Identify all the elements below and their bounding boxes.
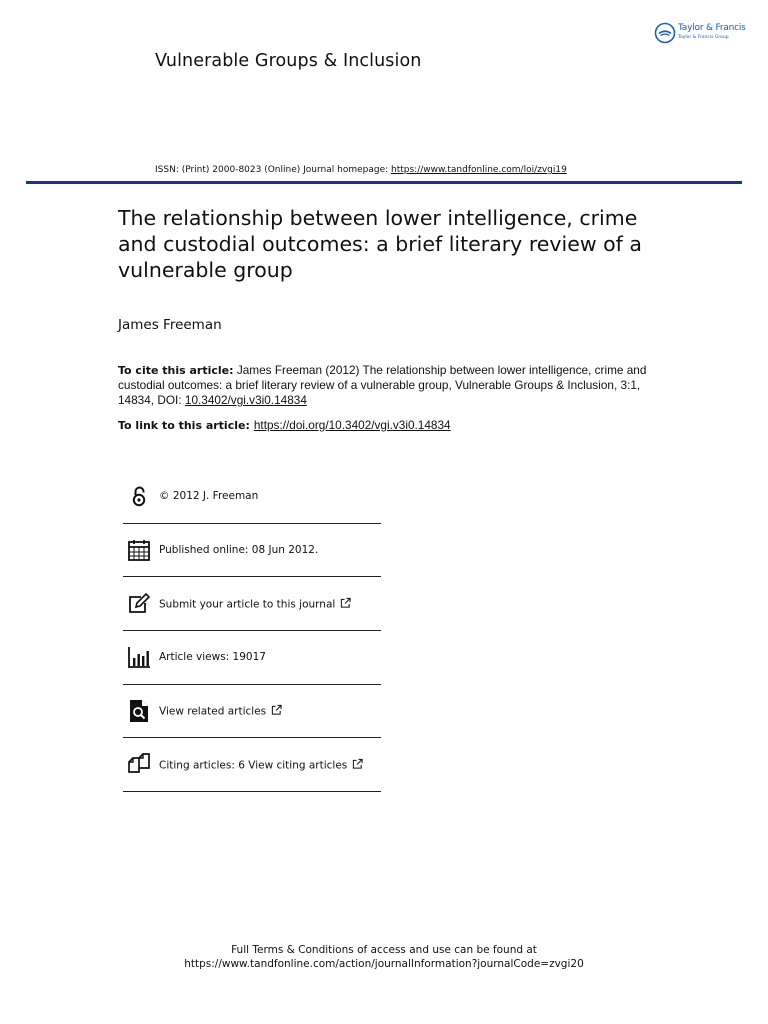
citation-label: To cite this article: bbox=[118, 364, 234, 377]
terms-line: Full Terms & Conditions of access and use can be found at bbox=[231, 944, 537, 956]
related-articles-link[interactable] bbox=[159, 705, 282, 718]
submit-article-item[interactable] bbox=[123, 577, 381, 631]
citation-doi-link[interactable]: 10.3402/vgi.v3i0.14834 bbox=[184, 393, 307, 407]
external-link-icon bbox=[352, 758, 363, 769]
published-date-item bbox=[123, 524, 381, 578]
submit-article-label: Submit your article to this journal bbox=[159, 598, 336, 611]
issn-text: ISSN: (Print) 2000-8023 (Online) Journal homepage: bbox=[155, 165, 391, 175]
bar-chart-icon bbox=[127, 645, 151, 669]
article-views-text: Article views: 19017 bbox=[159, 651, 266, 664]
citation-text: James Freeman (2012) The relationship between lower intelligence, crime and custodial outcomes: a brief literary review of a vulnerable group, Vulnerable Groups & Inclusion, 3:1, 14834, DOI: bbox=[118, 363, 647, 407]
article-info-list bbox=[123, 470, 381, 792]
publisher-subtitle: Taylor & Francis Group bbox=[678, 35, 729, 40]
related-articles-item[interactable] bbox=[123, 685, 381, 739]
submit-article-link[interactable] bbox=[159, 597, 351, 610]
citation-block bbox=[118, 363, 663, 408]
open-access-icon bbox=[127, 484, 151, 508]
citing-articles-item[interactable] bbox=[123, 738, 381, 792]
journal-title: Vulnerable Groups & Inclusion bbox=[155, 51, 422, 71]
article-author: James Freeman bbox=[118, 317, 222, 333]
related-articles-label: View related articles bbox=[159, 705, 267, 718]
publisher-name: Taylor & Francis bbox=[678, 23, 746, 33]
calendar-icon bbox=[127, 538, 151, 562]
issn-line bbox=[155, 165, 567, 175]
copyright-text: © 2012 J. Freeman bbox=[159, 490, 259, 503]
external-link-icon bbox=[340, 597, 351, 608]
article-link-row bbox=[118, 418, 451, 432]
citing-articles-link[interactable] bbox=[159, 758, 363, 771]
search-document-icon bbox=[127, 699, 151, 723]
terms-url[interactable]: https://www.tandfonline.com/action/journalInformation?journalCode=zvgi20 bbox=[184, 958, 584, 970]
article-doi-url[interactable]: https://doi.org/10.3402/vgi.v3i0.14834 bbox=[253, 418, 451, 432]
citing-documents-icon bbox=[127, 753, 151, 777]
article-views-item bbox=[123, 631, 381, 685]
publisher-logo[interactable] bbox=[654, 22, 750, 46]
article-title: The relationship between lower intelligence, crime and custodial outcomes: a brief literary review of a vulnerable group bbox=[118, 206, 642, 282]
publisher-logo-icon bbox=[654, 22, 676, 44]
journal-homepage-link[interactable]: https://www.tandfonline.com/loi/zvgi19 bbox=[391, 165, 567, 175]
external-link-icon bbox=[271, 705, 282, 716]
article-link-label: To link to this article: bbox=[118, 419, 250, 432]
terms-footer bbox=[0, 943, 768, 971]
edit-icon bbox=[127, 592, 151, 616]
published-date-text: Published online: 08 Jun 2012. bbox=[159, 544, 319, 557]
copyright-item bbox=[123, 470, 381, 524]
header-divider bbox=[26, 181, 742, 184]
citing-articles-label: Citing articles: 6 View citing articles bbox=[159, 759, 348, 772]
